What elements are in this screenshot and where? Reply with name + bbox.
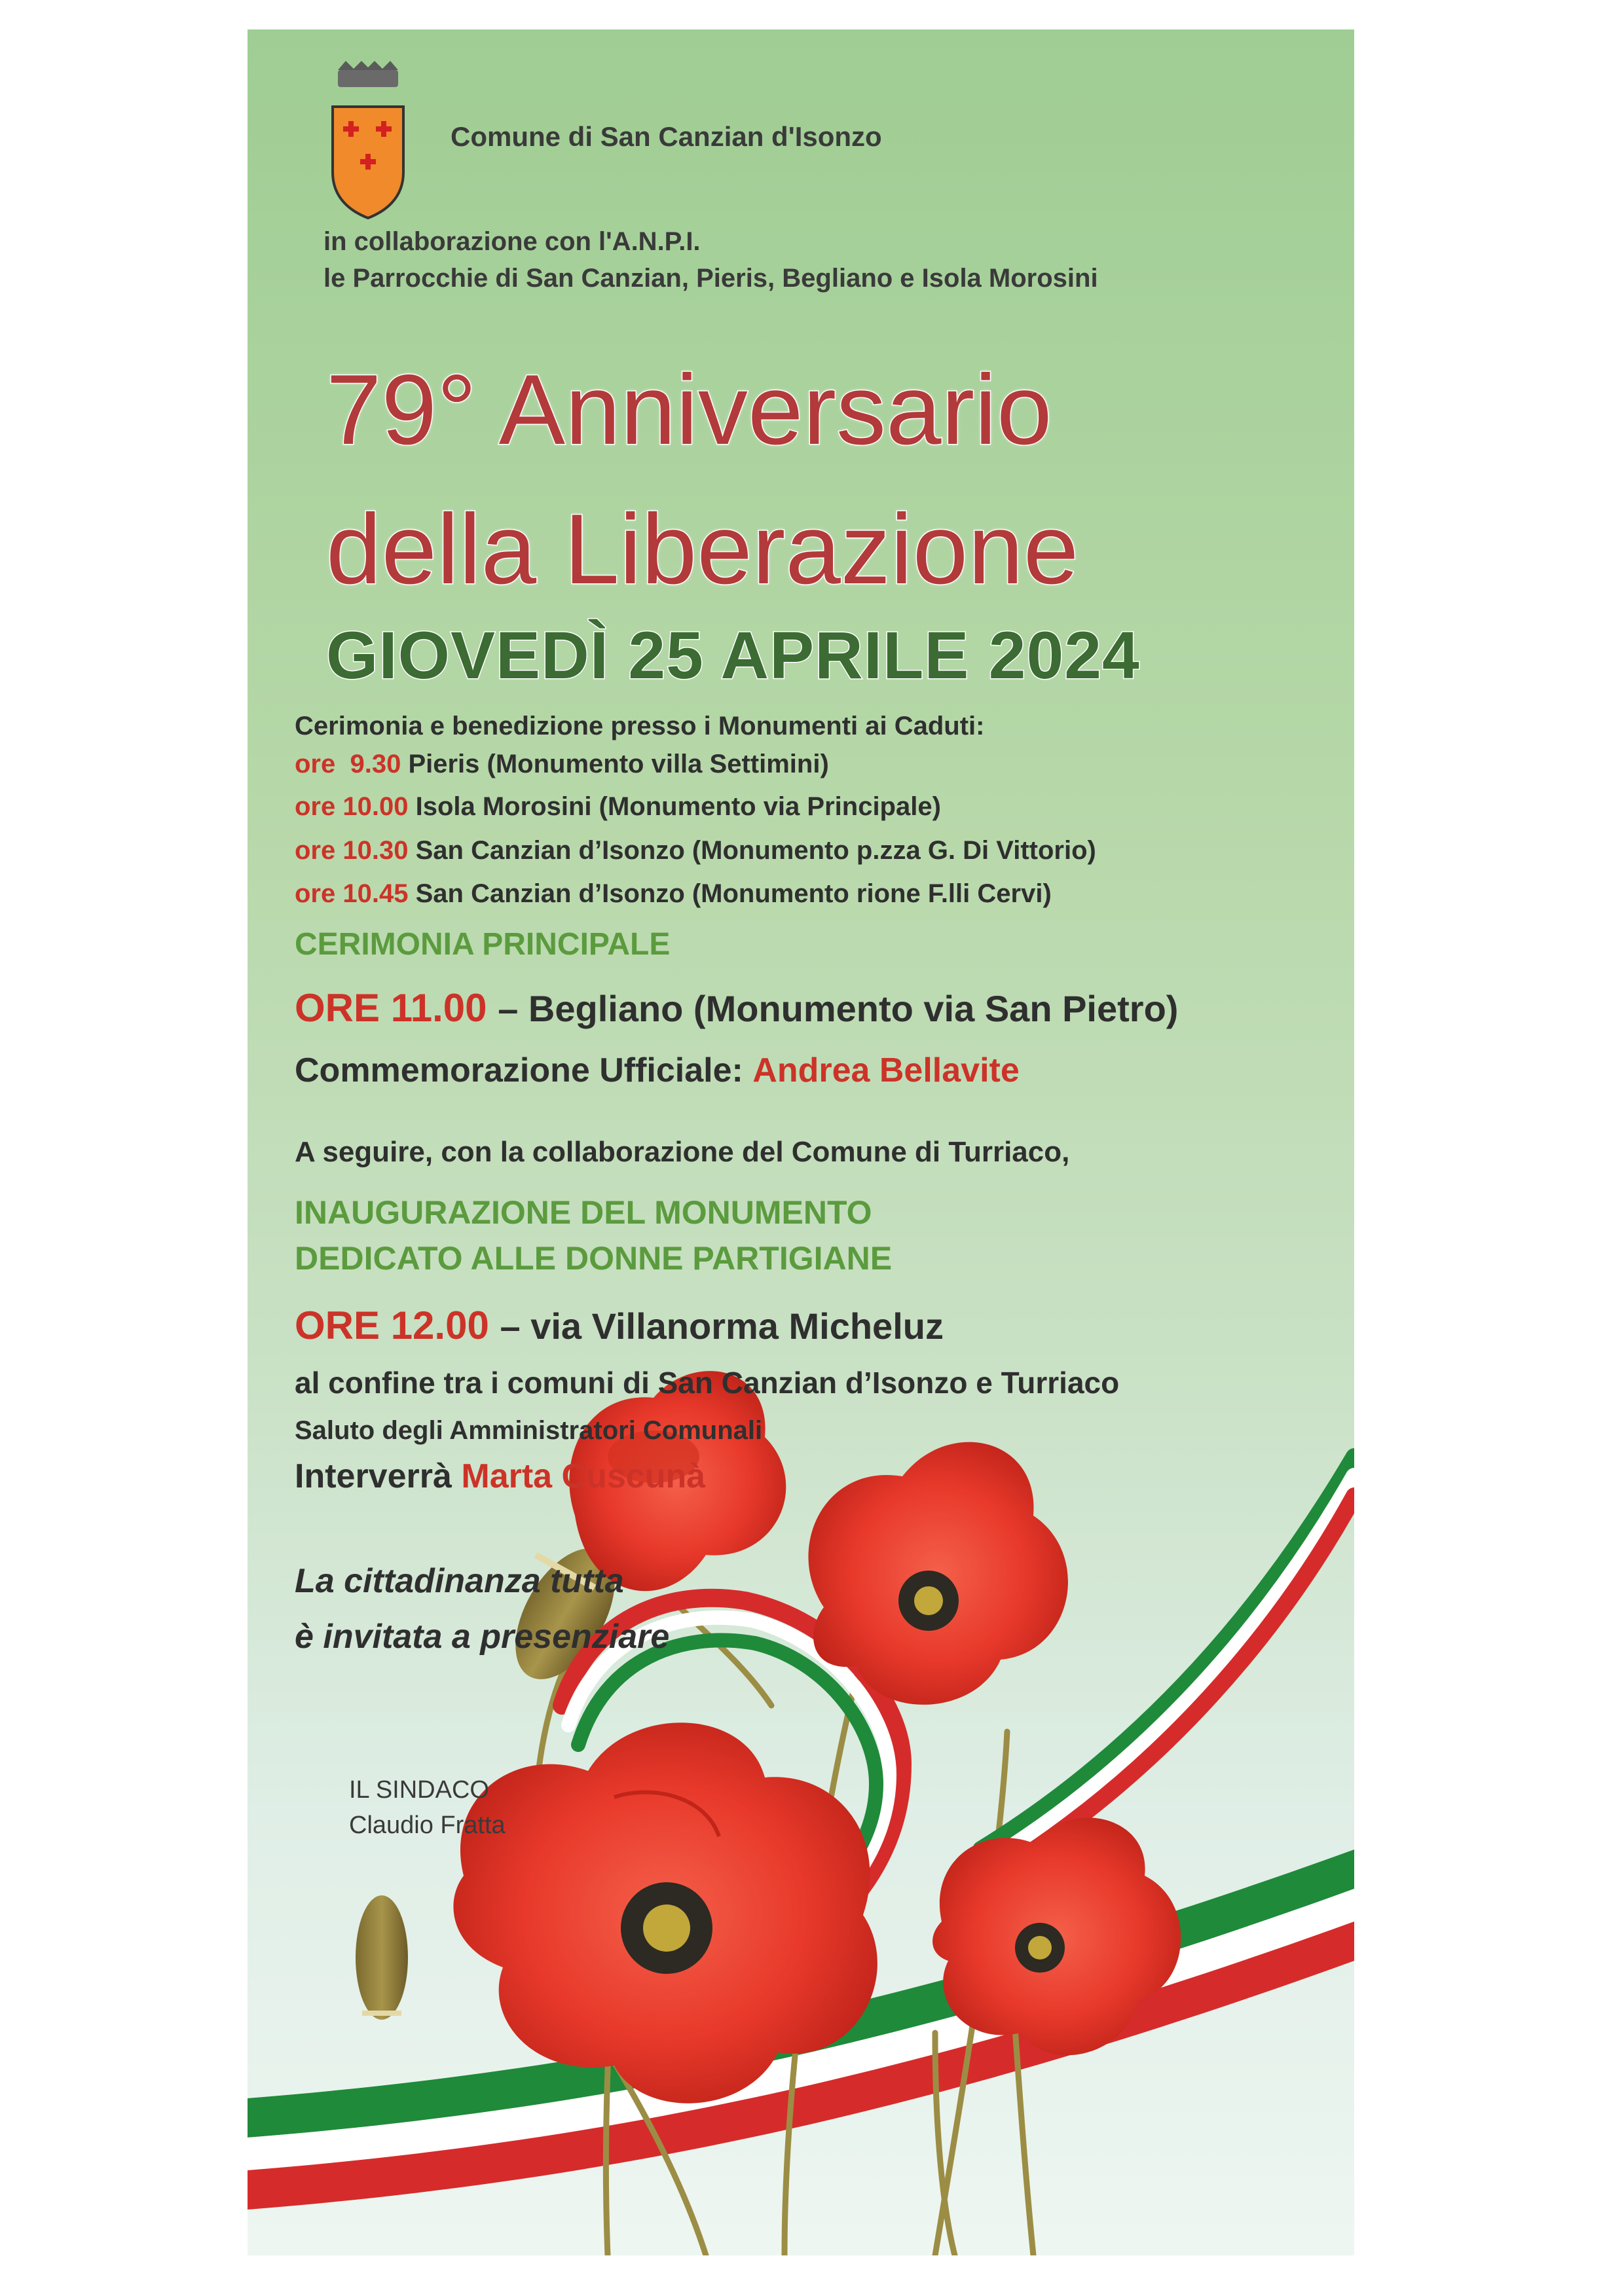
schedule-place: Isola Morosini (Monumento via Principale)	[415, 792, 941, 821]
main-ceremony-heading: CERIMONIA PRINCIPALE	[295, 927, 671, 962]
poppy-large-center	[453, 1722, 877, 2104]
schedule-time: ore 9.30	[295, 750, 401, 778]
inauguration-time: ORE 12.00	[295, 1303, 489, 1347]
speaker-line	[295, 1457, 705, 1496]
speaker-name: Marta Cuscunà	[461, 1457, 706, 1495]
follow-intro: A seguire, con la collaborazione del Comune di Turriaco,	[295, 1136, 1070, 1168]
greeting-note: Saluto degli Amministratori Comunali	[295, 1416, 763, 1445]
speaker-label: Interverrà	[295, 1457, 452, 1495]
event-date: GIOVEDÌ 25 APRILE 2024	[326, 618, 1140, 693]
commemoration-speaker: Andrea Bellavite	[752, 1051, 1020, 1089]
collaboration-line-2: le Parrocchie di San Canzian, Pieris, Begliano e Isola Morosini	[323, 264, 1098, 293]
invitation-line-2: è invitata a presenziare	[295, 1618, 670, 1656]
border-note: al confine tra i comuni di San Canzian d’Isonzo e Turriaco	[295, 1366, 1120, 1400]
inauguration-place: – via Villanorma Micheluz	[500, 1305, 944, 1347]
schedule-place: San Canzian d’Isonzo (Monumento rione F.lli Cervi)	[415, 879, 1052, 908]
schedule-place: San Canzian d’Isonzo (Monumento p.zza G. Di Vittorio)	[415, 836, 1096, 865]
poppy-top-right	[808, 1442, 1067, 1705]
title-line-2: della Liberazione	[326, 494, 1079, 605]
schedule-time: ore 10.00	[295, 792, 409, 821]
schedule-item	[295, 750, 829, 779]
title-line-1: 79° Anniversario	[326, 354, 1052, 465]
poster	[248, 29, 1354, 2255]
schedule-item	[295, 879, 1052, 909]
main-ceremony-place: – Begliano (Monumento via San Pietro)	[498, 988, 1179, 1029]
commemoration-line	[295, 1051, 1020, 1090]
main-ceremony-time: ORE 11.00	[295, 986, 487, 1030]
schedule-time: ore 10.45	[295, 879, 409, 908]
mayor-title: IL SINDACO	[349, 1776, 489, 1804]
schedule-time: ore 10.30	[295, 836, 409, 865]
main-ceremony-line	[295, 985, 1178, 1030]
inauguration-line	[295, 1303, 944, 1348]
mayor-name: Claudio Fratta	[349, 1812, 506, 1839]
collaboration-line-1: in collaborazione con l'A.N.P.I.	[323, 227, 701, 256]
commemoration-label: Commemorazione Ufficiale:	[295, 1051, 743, 1089]
ceremonies-intro: Cerimonia e benedizione presso i Monumenti ai Caduti:	[295, 712, 985, 740]
invitation-line-1: La cittadinanza tutta	[295, 1562, 624, 1600]
inauguration-heading-1: INAUGURAZIONE DEL MONUMENTO	[295, 1194, 872, 1231]
schedule-item	[295, 792, 941, 822]
municipal-crest-icon	[326, 61, 410, 231]
inauguration-heading-2: DEDICATO ALLE DONNE PARTIGIANE	[295, 1240, 893, 1277]
schedule-item	[295, 836, 1096, 866]
commune-name: Comune di San Canzian d'Isonzo	[451, 121, 882, 152]
schedule-place: Pieris (Monumento villa Settimini)	[408, 750, 829, 778]
